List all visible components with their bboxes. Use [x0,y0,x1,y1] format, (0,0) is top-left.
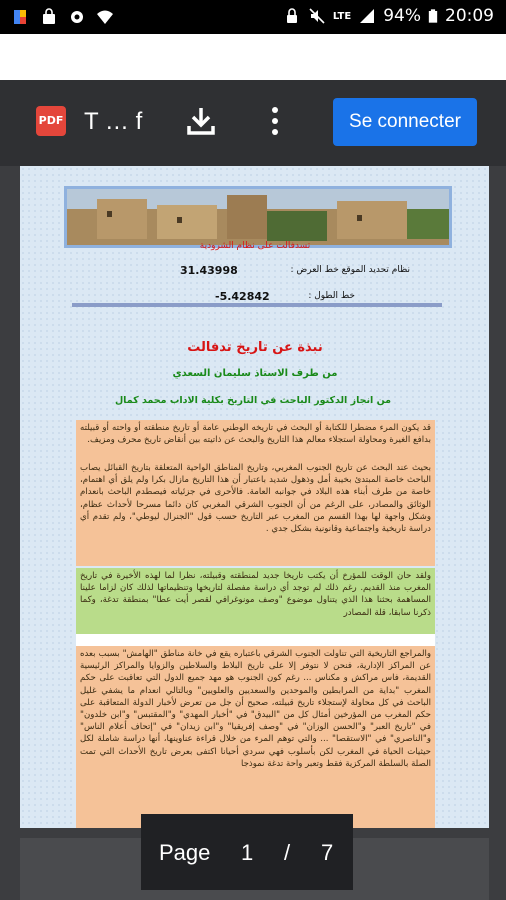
document-viewer[interactable] [0,166,506,900]
paragraph-4: والمراجع التاريخية التي تناولت الجنوب الشرقي باعتباره يقع في خانة مناطق "الهامش" بسبب بعده عن المراكز الإدارية، فنحن لا نتوفر إلا على تاريخ البلاط والسلاطين والزوايا والمراكز الرئيسية القديمة، فاس مراكش و مكناس ... رغم كون الجنوب هو مهد جميع الدول التي تعاقبت على حكم المغرب "بداية من المرابطين والموحدين والسعديين والعلويين" وبالتالي انعدام ما يشفي غليل الباحث في كل محاولة لإستجلاء تاريخ قبيلته، صحيح أن جل من تعرض لأخبار الدولة المتعاقبة على حكم المغرب من المؤرخين أمثال كل من "البيدق" في "أخبار المهدي" و"المقتبس" و"ابن خلدون" في "تاريخ العبر" و"الحسن الوزان" في "وصف إفريقيا" و"ابن زيدان" في "إتحاف أعلام الناس" و"الناصري" في "الاستقصا" ... والتي توهم المرء من خلال قراءة عناوينها، أنها دراسة شاملة لكل حيثيات الحياة في المغرب لكن بأسلوب فهي سردي أحيانا اكتفى بعرض تاريخ الأحداث التي تمت الصلة بالسلطة المركزية فقط وتعبر واحة تدغة نموذجا [76,646,435,828]
blank-gap [76,634,435,646]
network-type: LTE [332,10,352,22]
doc-title: نبذة عن تاريخ تدفالت [187,340,323,355]
doc-thesis-line: من انجاز الدكتور الباحث في التاريخ بكلية الاداب محمد كمال [114,395,392,406]
status-left-icons [12,8,114,26]
pdf-toolbar [0,80,506,166]
pdf-file-icon: PDF [36,106,66,136]
paragraph-1: قد يكون المرء مضطرا للكتابة أو البحث في تاريخه الوطني عامة أو تاريخ منطقته أو واحته أو قبيلته بدافع الغيرة ومحاولة استجلاء معالم هذا التاريخ والبحث عن ذاتيته بين أنقاض تاريخ محرف ومزيف. [76,420,435,460]
document-title: T … f [84,108,143,135]
mute-icon [308,7,326,25]
wifi-icon [96,8,114,26]
page-label: Page [159,840,211,865]
coord-value-2: -5.42842 [215,290,270,303]
status-bar [0,0,506,34]
page-total: 7 [321,840,334,865]
page-current: 1 [241,840,254,865]
divider-bar [72,303,442,307]
settings-icon [68,8,86,26]
battery-percent: 94% [383,6,421,26]
download-icon[interactable] [184,104,218,138]
coord-row-1 [170,264,410,278]
coord-label-2: خط الطول : [308,291,355,301]
lock-icon [283,7,301,25]
signal-icon [358,7,376,25]
app-icon [12,8,30,26]
coord-row-2 [205,290,355,304]
paragraph-3: ولقد حان الوقت للمؤرخ أن يكتب تاريخا جديد لمنطقته وقبيلته، نظرا لما لهذه الأخيرة في تاريخ المغرب منذ القديم. رغم ذلك لم توجد أي دراسة مفصلة لتاريخها وتنظيماتها لذلك كان لزاما علينا المساهمة بحثنا هذا الذي يتناول موضوع "وصف مونوغرافي لقصر أيت عطا" بمنطقة تدغة، وكما ذكرنا سابقا، قلة المصادر [76,568,435,634]
clock: 20:09 [445,6,494,26]
header-photo [64,186,452,248]
sign-in-button[interactable]: Se connecter [333,98,477,146]
bag-icon [40,8,58,26]
browser-url-bar[interactable] [0,34,506,80]
kasbah-image [67,189,449,245]
doc-byline: من طرف الاستاذ سليمان السعدي [172,368,338,379]
page-separator: / [284,840,291,865]
more-vert-icon[interactable] [262,104,288,138]
coord-label-1: نظام تحديد الموقع خط العرض : [290,265,410,275]
page-indicator [141,814,353,890]
paragraph-2: بحيث عند البحث عن تاريخ الجنوب المغربي، وتاريخ المناطق الواحية المتعلقة بتاريخ القبائل يصاب الباحث خاصة المبتدئ بخيبة أمل وذهول شديد باعتبار أن هذا التاريخ مازال بكرا ولم يلق أي اهتمام، خاصة من طرف أبناء هذه البلاد في جوانبه العامة. فالأحرى في جزئياته فيصطدم الباحث بانعدام الوثائق والمصادر، على الرغم من أن الجنوب الشرقي المغربي كان دائما مسرحا لأحداث عظام، وشكل واجهة لها بهذا القسم من المغرب عبر التاريخ حسب قول "الجنرال ليوطي"، ولم تقدم أي دراسة تاريخية واجتماعية وقانونية بشكل جدي . [76,460,435,566]
battery-icon [428,7,438,25]
coord-value-1: 31.43998 [180,264,238,277]
doc-header-line: تسدفالت على نظام الشرودية [199,241,311,251]
status-right-icons [283,6,494,26]
pdf-page [20,166,489,828]
